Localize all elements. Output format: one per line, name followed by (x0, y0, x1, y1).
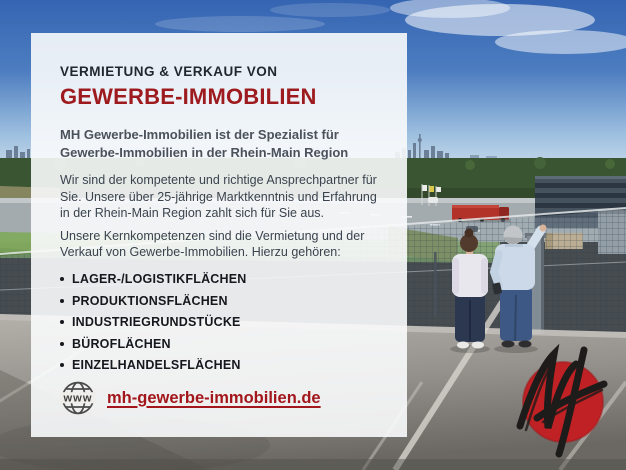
subtitle: MH Gewerbe-Immobilien ist der Spezialist für Gewerbe-Immobilien in der Rhein-Main Region (60, 127, 349, 160)
intro-paragraph: Wir sind der kompetente und richtige Ansprechpartner für Sie. Unsere über 25-jährige Marktkenntnis und Erfahrung in der Rhein-Main Region zahlt sich für Sie aus. (60, 173, 377, 220)
services-list (60, 269, 383, 377)
kicker-heading: VERMIETUNG & VERKAUF VON (60, 64, 278, 79)
bullet-dot-icon (60, 320, 64, 324)
bullet-dot-icon (60, 342, 64, 346)
bullet-dot-icon (60, 299, 64, 303)
service-label: INDUSTRIEGRUNDSTÜCKE (72, 315, 241, 330)
service-label: BÜROFLÄCHEN (72, 336, 171, 351)
main-headline: GEWERBE-IMMOBILIEN (60, 84, 317, 109)
bullet-dot-icon (60, 363, 64, 367)
service-bullet-item (60, 290, 383, 312)
bullet-dot-icon (60, 277, 64, 281)
competences-paragraph: Unsere Kernkompetenzen sind die Vermietung und der Verkauf von Gewerbe-Immobilien. Hierzu gehören: (60, 228, 365, 259)
website-url-link[interactable]: mh-gewerbe-immobilien.de (107, 388, 321, 407)
service-bullet-item (60, 312, 383, 334)
service-bullet-item (60, 333, 383, 355)
globe-www-icon (60, 380, 96, 416)
service-label: PRODUKTIONSFLÄCHEN (72, 293, 228, 308)
service-bullet-item (60, 355, 383, 377)
text-panel (31, 33, 407, 437)
service-label: EINZELHANDELSFLÄCHEN (72, 358, 241, 373)
globe-www-label: www (63, 392, 93, 405)
service-label: LAGER-/LOGISTIKFLÄCHEN (72, 272, 247, 287)
mh-logo (510, 342, 614, 460)
service-bullet-item (60, 269, 383, 291)
website-row (60, 380, 383, 416)
